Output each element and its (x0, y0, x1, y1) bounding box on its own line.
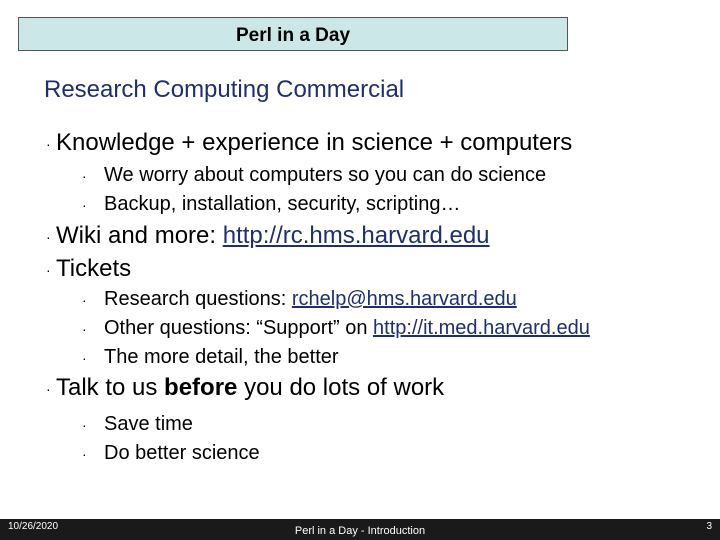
bullet-wiki (46, 222, 490, 250)
bullet-tickets (46, 255, 131, 283)
footer-date: 10/26/2020 (8, 521, 59, 532)
bullet-dot: · (46, 380, 51, 397)
bullet-dot: · (82, 445, 87, 462)
it-support-link[interactable]: http://it.med.harvard.edu (373, 317, 590, 339)
sub-bullet-backup (82, 193, 460, 216)
slide-heading: Research Computing Commercial (44, 76, 405, 103)
bullet-dot: · (82, 416, 87, 433)
bullet-text: The more detail, the better (104, 346, 339, 368)
bullet-text: We worry about computers so you can do science (104, 164, 547, 186)
sub-bullet-detail (82, 346, 339, 369)
bullet-text: Backup, installation, security, scripting… (104, 193, 461, 215)
bullet-text: you do lots of work (237, 374, 445, 401)
sub-bullet-research-questions (82, 288, 517, 311)
bullet-dot: · (46, 135, 51, 152)
footer-title: Perl in a Day - Introduction (294, 525, 426, 537)
slide-footer (0, 519, 720, 540)
sub-bullet-save-time (82, 413, 193, 436)
bullet-dot: · (82, 196, 87, 213)
bullet-emphasis: before (164, 374, 238, 401)
slide-title-bar (18, 17, 568, 51)
slide-title: Perl in a Day (235, 25, 351, 46)
bullet-text: Research questions: (104, 288, 292, 310)
bullet-text: Knowledge + experience in science + computers (56, 129, 573, 156)
bullet-text: Talk to us (56, 374, 165, 401)
bullet-dot: · (82, 349, 87, 366)
page-number: 3 (706, 521, 712, 532)
bullet-text: Save time (104, 413, 193, 435)
bullet-dot: · (82, 320, 87, 337)
bullet-dot: · (46, 228, 51, 245)
sub-bullet-science (82, 164, 546, 187)
bullet-dot: · (82, 291, 87, 308)
bullet-text: Wiki and more: (56, 222, 223, 249)
bullet-dot: · (46, 261, 51, 278)
sub-bullet-better-science (82, 442, 260, 465)
bullet-talk-to-us (46, 374, 444, 402)
rchelp-email-link[interactable]: rchelp@hms.harvard.edu (291, 288, 517, 310)
sub-bullet-other-questions (82, 317, 590, 340)
bullet-knowledge (46, 129, 572, 157)
bullet-text: Other questions: “Support” on (104, 317, 374, 339)
bullet-text: Tickets (56, 255, 132, 282)
bullet-dot: · (82, 167, 87, 184)
wiki-link[interactable]: http://rc.hms.harvard.edu (222, 222, 490, 249)
bullet-text: Do better science (104, 442, 260, 464)
